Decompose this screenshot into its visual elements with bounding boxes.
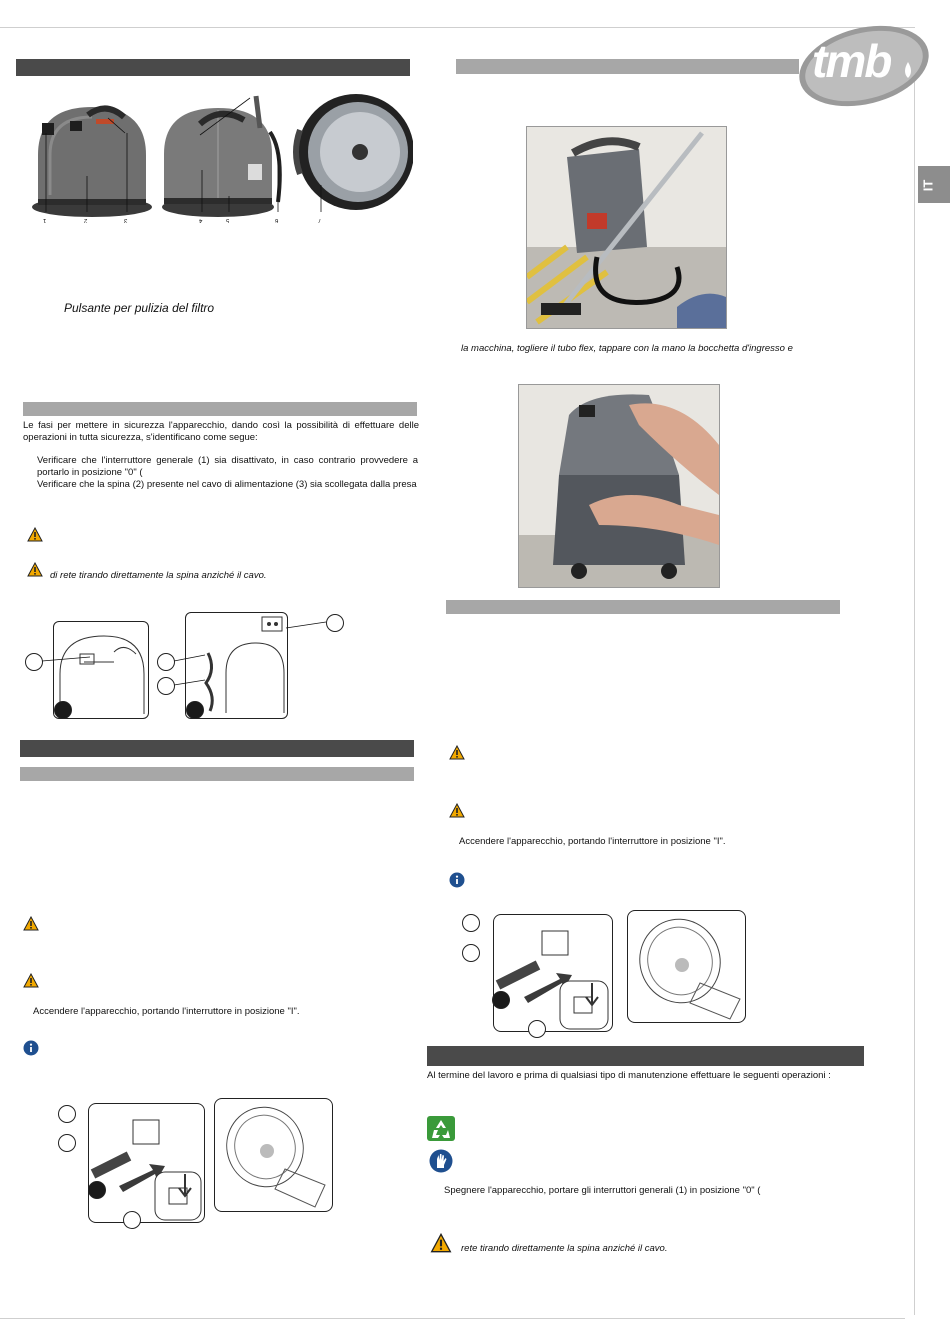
diagram-filter-left — [214, 1098, 333, 1212]
photo-number-3: 3 — [124, 217, 128, 223]
section-bar-filter-clean — [20, 767, 414, 781]
warning-icon — [23, 916, 39, 931]
diagram-leader-lines — [0, 600, 420, 720]
diagram-filter-button-right — [493, 914, 613, 1032]
warning-icon — [449, 745, 465, 760]
section-bar-use — [20, 740, 414, 757]
warning-icon — [23, 973, 39, 988]
page-bottom-rule — [0, 1318, 905, 1319]
diagram-filter-right — [627, 910, 746, 1023]
language-tab — [918, 166, 950, 203]
safety-step-2: Verificare che la spina (2) presente nel cavo di alimentazione (3) sia scollegata dalla presa — [37, 479, 417, 490]
language-tab-label: IT — [920, 179, 936, 192]
gloves-icon — [429, 1149, 453, 1173]
switch-off-text: Spegnere l'apparecchio, portare gli interruttori generali (1) in posizione "0" ( — [444, 1185, 761, 1196]
photo-number-6: 6 — [275, 217, 279, 223]
section-bar-safety — [23, 402, 417, 416]
callout-d1 — [462, 914, 480, 932]
switch-on-text-right: Accendere l'apparecchio, portando l'interruttore in posizione "I". — [459, 836, 726, 847]
callout-d4 — [528, 1020, 546, 1038]
section-bar-right-mid — [446, 600, 840, 614]
recycle-icon — [427, 1116, 455, 1141]
photo-vacuum-hand — [518, 384, 720, 588]
info-icon — [23, 1040, 39, 1056]
callout-d2 — [462, 944, 480, 962]
hose-caption: la macchina, togliere il tubo flex, tappare con la mano la bocchetta d'ingresso e — [461, 343, 793, 354]
callout-c1 — [58, 1105, 76, 1123]
safety-intro: Le fasi per mettere in sicurezza l'apparecchio, dando così la possibilità di effettuare delle operazioni in tutta sicurezza, s'identificano come segue: — [23, 420, 419, 443]
warning-icon — [449, 803, 465, 818]
photo-vacuum-with-tube — [526, 126, 727, 329]
photo-leader-lines — [0, 0, 420, 230]
filter-button-label: Pulsante per pulizia del filtro — [64, 301, 215, 315]
section-bar-right-top — [456, 59, 799, 74]
diagram-filter-button-left — [88, 1103, 205, 1223]
photo-number-1: 1 — [43, 217, 47, 223]
section-bar-maintenance — [427, 1046, 864, 1066]
warning-icon — [27, 527, 43, 542]
callout-c4 — [123, 1211, 141, 1229]
photo-number-7: 7 — [318, 217, 322, 223]
photo-number-5: 5 — [226, 217, 230, 223]
logo-text: tmb — [812, 35, 891, 87]
info-icon — [449, 872, 465, 888]
tmb-logo — [796, 24, 934, 109]
page-right-rule — [914, 60, 915, 1315]
switch-on-text-left: Accendere l'apparecchio, portando l'interruttore in posizione "I". — [33, 1006, 300, 1017]
callout-c2 — [58, 1134, 76, 1152]
photo-number-2: 2 — [84, 217, 88, 223]
warning-plug-text-right: rete tirando direttamente la spina anziché il cavo. — [461, 1243, 668, 1254]
warning-plug-text: di rete tirando direttamente la spina anziché il cavo. — [50, 570, 267, 581]
callout-c3 — [88, 1181, 106, 1199]
warning-icon — [27, 562, 43, 577]
safety-step-1: Verificare che l'interruttore generale (1) sia disattivato, in caso contrario provvedere a portarlo in posizione "0" ( — [37, 455, 418, 478]
warning-icon — [430, 1233, 452, 1253]
photo-number-4: 4 — [199, 217, 203, 223]
maintenance-intro: Al termine del lavoro e prima di qualsiasi tipo di manutenzione effettuare le seguenti operazioni : — [427, 1070, 831, 1081]
callout-d3 — [492, 991, 510, 1009]
